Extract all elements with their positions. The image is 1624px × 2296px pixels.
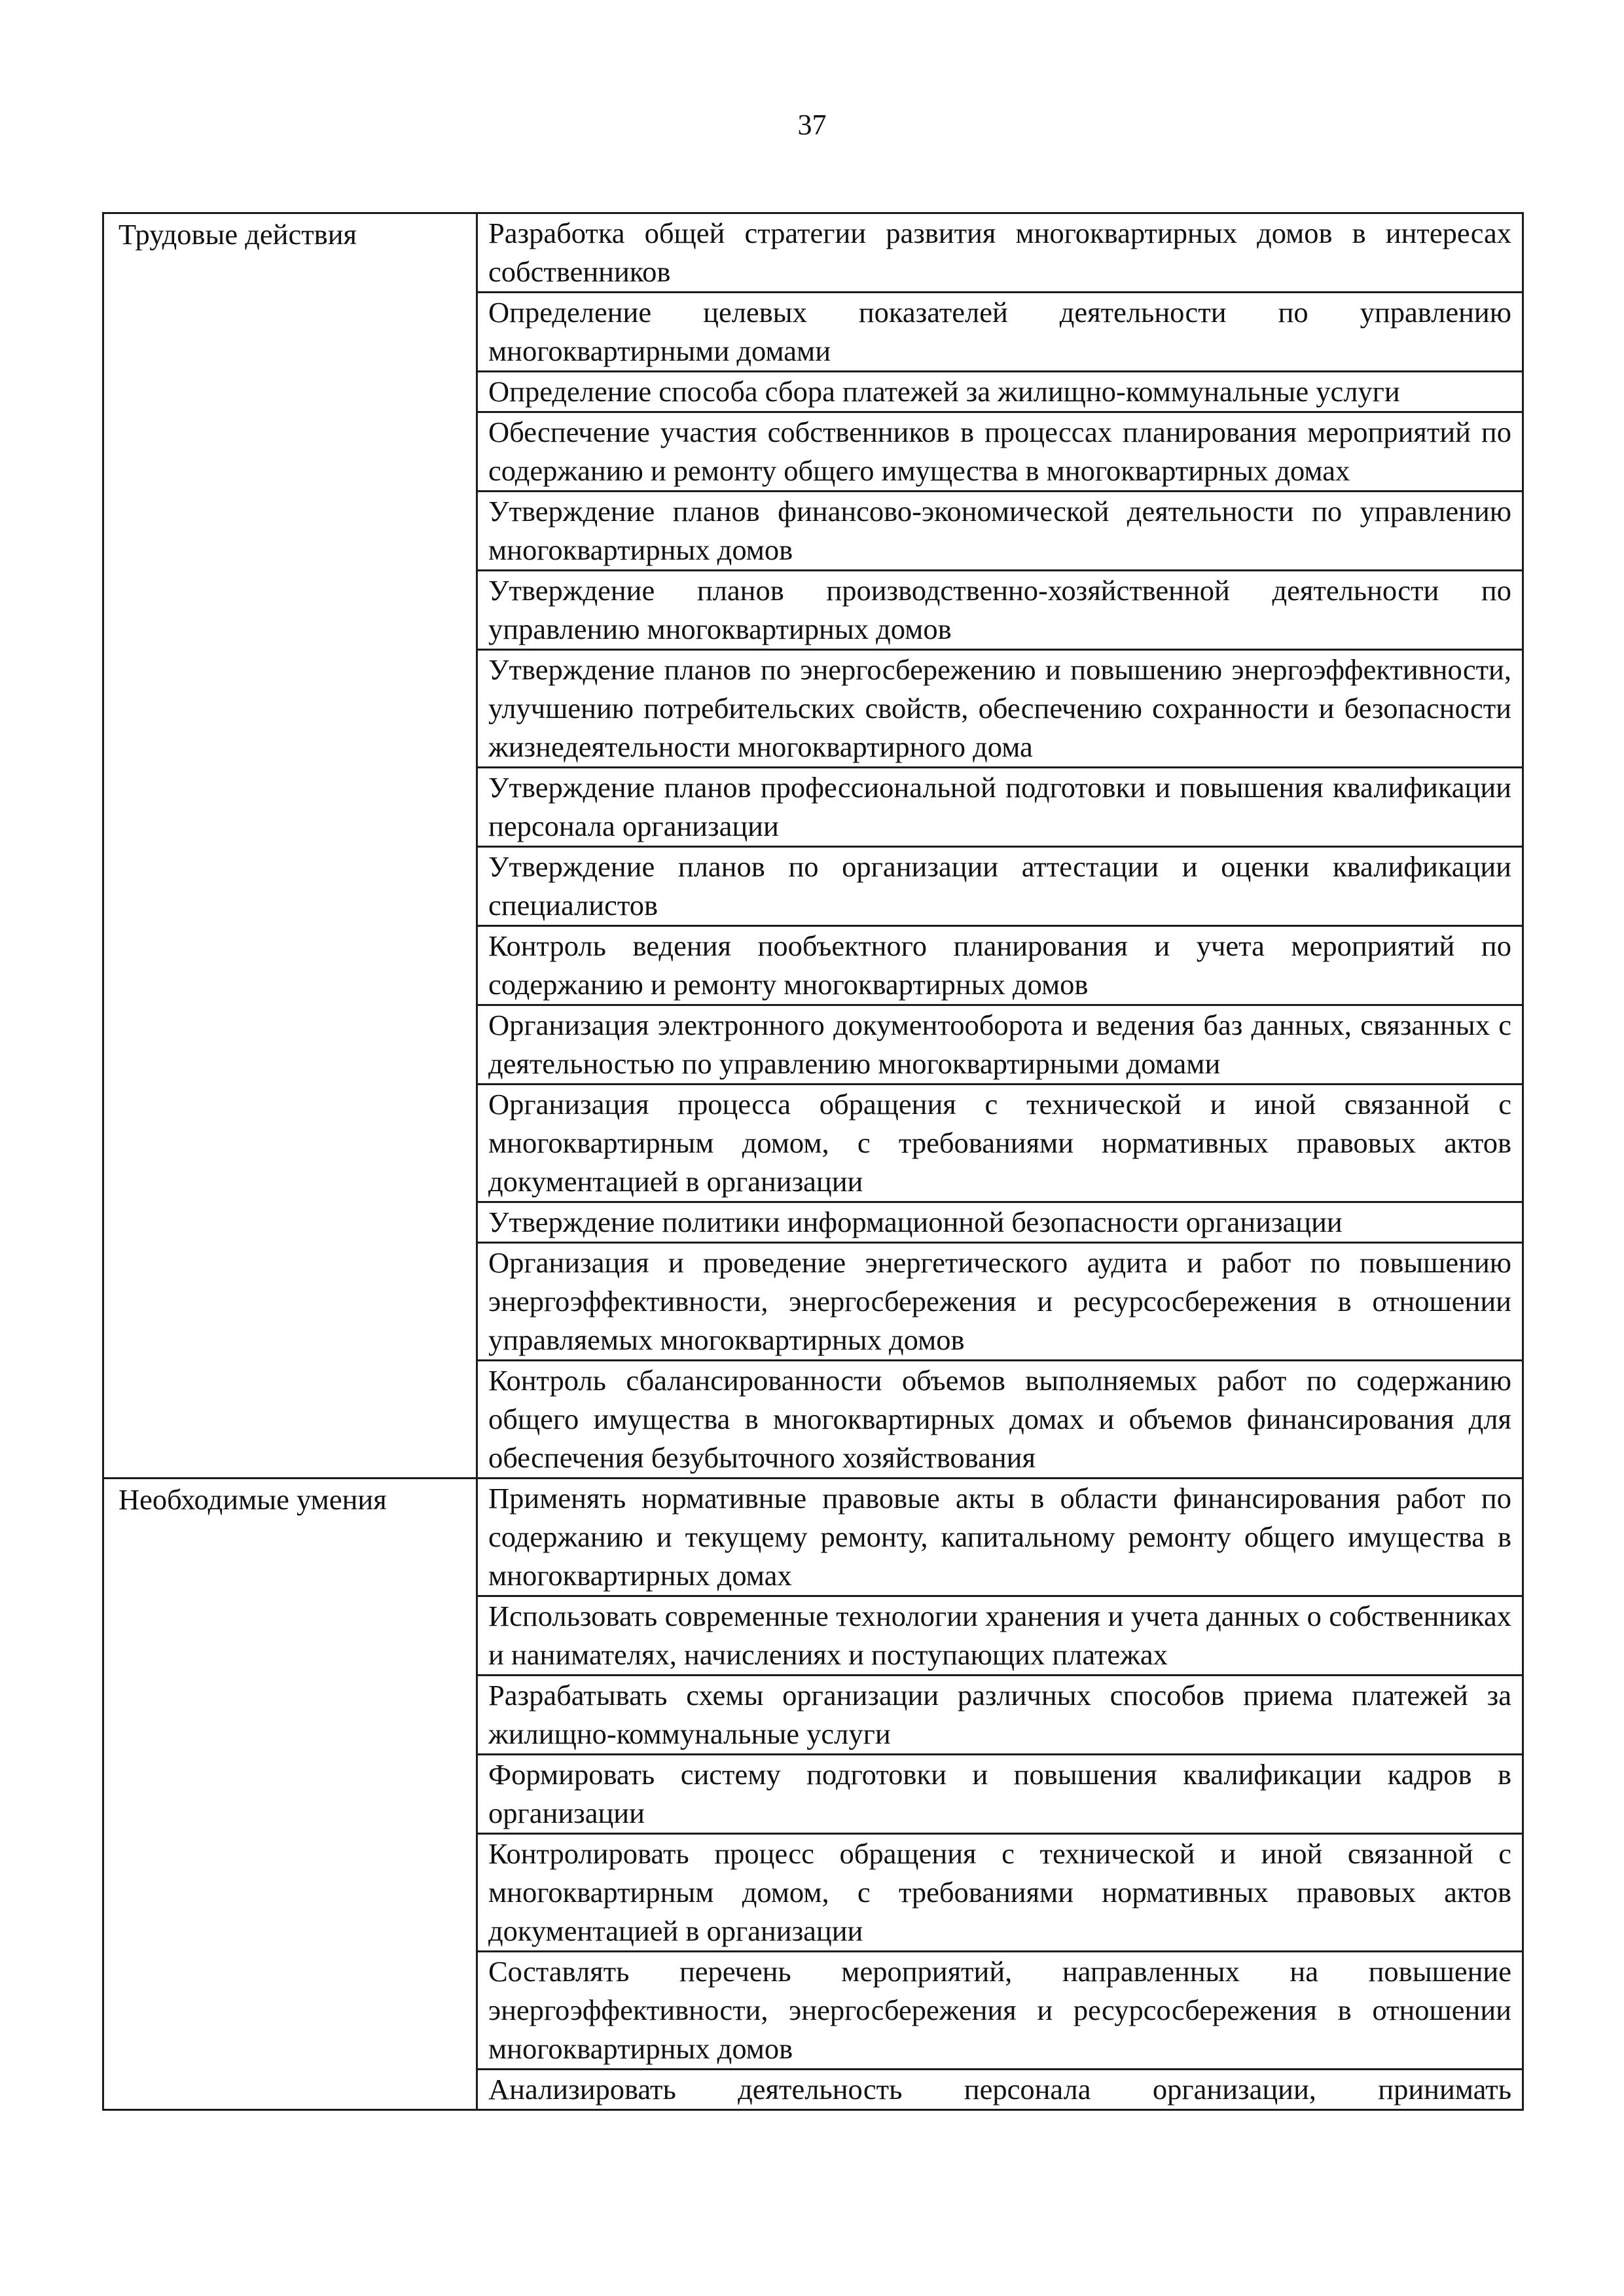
table-cell: Использовать современные технологии хранения и учета данных о собственниках и нанимателях, начислениях и поступающих платежах [477,1596,1523,1676]
table-cell: Обеспечение участия собственников в процессах планирования мероприятий по содержанию и ремонту общего имущества в многоквартирных домах [477,412,1523,492]
table-cell: Утверждение планов профессиональной подготовки и повышения квалификации персонала организации [477,768,1523,847]
table-cell: Составлять перечень мероприятий, направленных на повышение энергоэффективности, энергосбережения и ресурсосбережения в отношении многоквартирных домов [477,1952,1523,2070]
table-cell: Организация и проведение энергетического аудита и работ по повышению энергоэффективности, энергосбережения и ресурсосбережения в отношении управляемых многоквартирных домов [477,1243,1523,1361]
table-cell: Утверждение планов по организации аттестации и оценки квалификации специалистов [477,847,1523,926]
table-cell: Организация процесса обращения с технической и иной связанной с многоквартирным домом, с требованиями нормативных правовых актов документацией в организации [477,1085,1523,1202]
table-cell: Формировать систему подготовки и повышения квалификации кадров в организации [477,1755,1523,1834]
table-cell: Организация электронного документооборота и ведения баз данных, связанных с деятельностью по управлению многоквартирными домами [477,1005,1523,1085]
page-number: 37 [797,109,827,141]
table-cell: Разрабатывать схемы организации различных способов приема платежей за жилищно-коммунальные услуги [477,1676,1523,1755]
table-row [103,1479,1523,1596]
table-cell: Контролировать процесс обращения с технической и иной связанной с многоквартирным домом, с требованиями нормативных правовых актов документацией в организации [477,1834,1523,1952]
table-cell: Контроль ведения пообъектного планирования и учета мероприятий по содержанию и ремонту многоквартирных домов [477,926,1523,1005]
table-cell: Определение способа сбора платежей за жилищно-коммунальные услуги [477,372,1523,412]
table-cell: Утверждение политики информационной безопасности организации [477,1202,1523,1243]
table-row [103,213,1523,293]
table-cell: Определение целевых показателей деятельности по управлению многоквартирными домами [477,293,1523,372]
qualification-table [102,212,1524,2111]
row-label-required-skills: Необходимые умения [103,1479,477,2110]
table-cell: Контроль сбалансированности объемов выполняемых работ по содержанию общего имущества в многоквартирных домах и объемов финансирования для обеспечения безубыточного хозяйствования [477,1361,1523,1479]
table-cell: Утверждение планов производственно-хозяйственной деятельности по управлению многоквартирных домов [477,571,1523,650]
table-cell: Анализировать деятельность персонала организации, принимать [477,2070,1523,2110]
table-cell: Применять нормативные правовые акты в области финансирования работ по содержанию и текущему ремонту, капитальному ремонту общего имущества в многоквартирных домах [477,1479,1523,1596]
table-cell: Утверждение планов по энергосбережению и повышению энергоэффективности, улучшению потребительских свойств, обеспечению сохранности и безопасности жизнедеятельности многоквартирного дома [477,650,1523,768]
row-label-labor-actions: Трудовые действия [103,213,477,1479]
table-cell: Утверждение планов финансово-экономической деятельности по управлению многоквартирных домов [477,492,1523,571]
table-cell: Разработка общей стратегии развития многоквартирных домов в интересах собственников [477,213,1523,293]
